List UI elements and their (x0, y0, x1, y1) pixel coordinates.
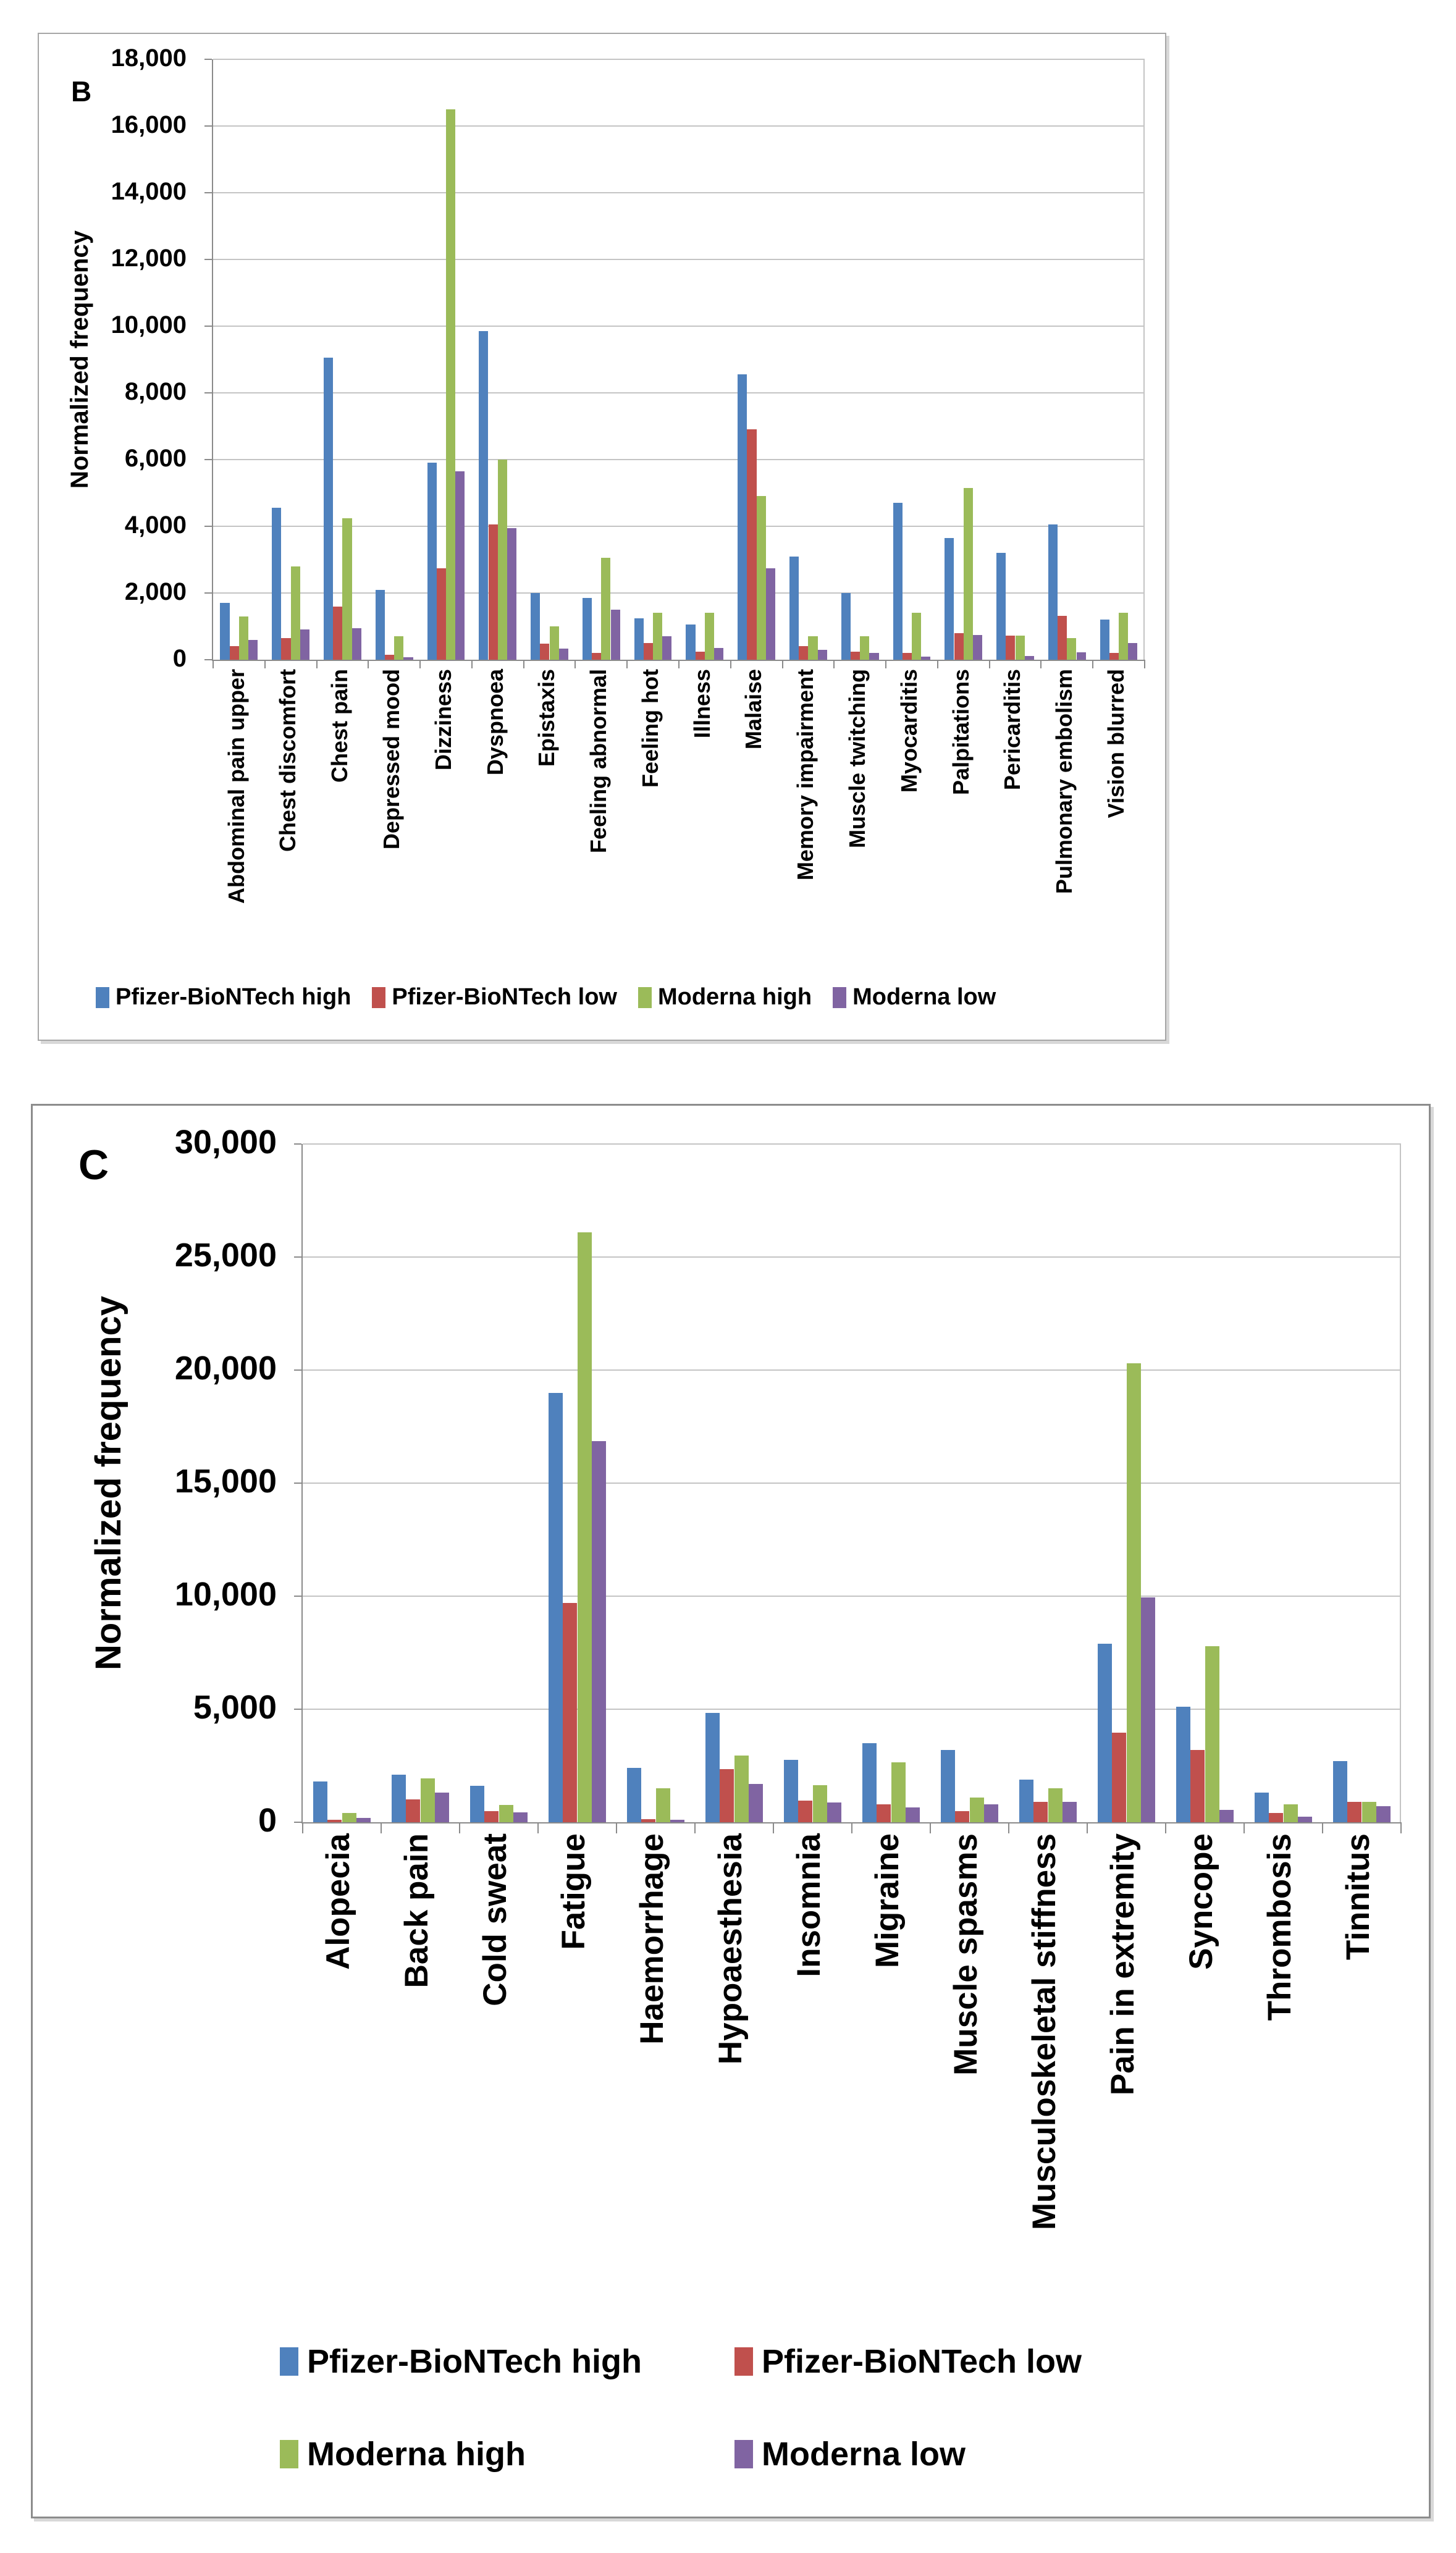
category-label: Pain in extremity (1104, 1833, 1141, 2096)
bar (435, 1793, 449, 1822)
bar (906, 1807, 920, 1822)
x-tick-mark (381, 1822, 382, 1833)
y-tick-label: 20,000 (174, 1350, 277, 1387)
bar (1019, 1780, 1033, 1823)
y-tick-label: 0 (258, 1802, 277, 1840)
figure-panel-b (38, 33, 1166, 1041)
bar (1205, 1646, 1219, 1823)
bar (1112, 1733, 1126, 1822)
x-tick-mark (1144, 660, 1145, 668)
bar (1176, 1707, 1190, 1822)
bar (489, 524, 498, 660)
bar (455, 471, 465, 660)
bar (499, 1805, 513, 1823)
x-tick-mark (316, 660, 318, 668)
gridline (213, 326, 1145, 327)
bar (394, 636, 403, 660)
x-tick-mark (1243, 1822, 1245, 1833)
y-tick-mark (204, 192, 212, 193)
legend-swatch (833, 987, 846, 1008)
x-tick-mark (1008, 1822, 1009, 1833)
gridline (303, 1143, 1401, 1145)
legend-item (280, 2342, 642, 2381)
bar (313, 1781, 327, 1822)
category-label: Malaise (741, 669, 767, 750)
bar (862, 1743, 877, 1822)
x-tick-mark (1165, 1822, 1166, 1833)
y-tick-mark (294, 1143, 301, 1145)
bar (1190, 1750, 1205, 1822)
bar (757, 496, 766, 660)
legend-label: Moderna high (307, 2436, 526, 2473)
bar (841, 593, 851, 660)
legend-item (96, 984, 351, 1011)
bar (484, 1811, 499, 1822)
bar (1033, 1802, 1048, 1822)
y-tick-label: 8,000 (124, 378, 187, 405)
legend-label: Pfizer-BioNTech low (392, 984, 617, 1010)
x-tick-mark (302, 1822, 303, 1833)
gridline (213, 459, 1145, 460)
bar (1127, 1363, 1141, 1822)
bar (1048, 1788, 1063, 1822)
panel-label-c: C (78, 1142, 109, 1188)
bar (239, 616, 248, 660)
x-tick-mark (885, 660, 886, 668)
bar (281, 638, 290, 660)
bar (912, 613, 921, 660)
category-label: Back pain (398, 1833, 435, 1988)
bar (611, 610, 620, 660)
legend-label: Moderna low (762, 2436, 966, 2473)
y-tick-mark (294, 1483, 301, 1484)
plot-area-b (213, 59, 1145, 660)
x-tick-mark (368, 660, 369, 668)
x-tick-mark (1092, 660, 1093, 668)
bar (644, 643, 653, 660)
plot-right-border (1143, 59, 1145, 660)
category-label: Cold sweat (476, 1833, 513, 2006)
gridline (213, 125, 1145, 127)
bar (1219, 1810, 1234, 1822)
x-tick-mark (213, 660, 214, 668)
y-tick-mark (204, 392, 212, 393)
gridline (303, 1483, 1401, 1484)
bar (427, 463, 437, 660)
legend-item (734, 2342, 1082, 2381)
legend-label: Moderna low (852, 984, 996, 1010)
legend-swatch (734, 2440, 753, 2468)
y-tick-label: 6,000 (124, 445, 187, 472)
legend-swatch (372, 987, 385, 1008)
legend-swatch (96, 987, 109, 1008)
x-tick-mark (773, 1822, 774, 1833)
y-tick-mark (204, 326, 212, 327)
gridline (213, 192, 1145, 193)
bar (893, 503, 903, 660)
bar (653, 613, 662, 660)
bar (955, 1811, 969, 1822)
bar (973, 635, 982, 660)
category-label: Pulmonary embolism (1051, 669, 1077, 894)
category-label: Illness (689, 669, 715, 739)
bar (670, 1820, 684, 1822)
bar (808, 636, 817, 660)
bar (559, 649, 568, 660)
category-label: Vision blurred (1103, 669, 1129, 818)
bar (230, 646, 239, 660)
y-tick-label: 10,000 (111, 311, 187, 339)
category-label: Musculoskeletal stiffness (1025, 1833, 1063, 2231)
bar (513, 1812, 528, 1822)
bar (860, 636, 869, 660)
figure-panel-c (31, 1104, 1431, 2518)
x-tick-mark (1087, 1822, 1088, 1833)
legend-swatch (280, 2347, 298, 2376)
bar (827, 1802, 841, 1822)
bar (1362, 1802, 1376, 1822)
bar (747, 429, 756, 660)
bar (342, 1813, 356, 1822)
bar (403, 657, 413, 660)
legend-swatch (280, 2440, 298, 2468)
category-label: Dizziness (430, 669, 456, 771)
x-tick-mark (989, 660, 990, 668)
gridline (303, 1369, 1401, 1371)
bar (392, 1775, 406, 1822)
bar (220, 603, 229, 660)
bar (984, 1804, 998, 1822)
bar (641, 1819, 655, 1823)
bar (1128, 643, 1137, 660)
x-tick-mark (471, 660, 473, 668)
x-tick-mark (264, 660, 266, 668)
bar (818, 650, 827, 660)
x-tick-mark (930, 1822, 931, 1833)
legend-swatch (638, 987, 652, 1008)
bar (1376, 1806, 1391, 1822)
bar (789, 557, 799, 660)
bar (1255, 1793, 1269, 1822)
bar (1109, 653, 1119, 660)
y-tick-label: 4,000 (124, 511, 187, 539)
bar (869, 653, 878, 660)
category-label: Fatigue (555, 1833, 592, 1950)
y-tick-label: 5,000 (193, 1689, 277, 1727)
bar (531, 593, 540, 660)
bar (1333, 1761, 1347, 1822)
y-tick-label: 30,000 (174, 1124, 277, 1161)
category-label: Abdominal pain upper (223, 669, 249, 904)
bar (1284, 1804, 1298, 1822)
gridline (213, 59, 1145, 60)
bar (421, 1778, 435, 1822)
category-label: Dyspnoea (482, 669, 508, 776)
legend-label: Moderna high (657, 984, 812, 1010)
bar (941, 1750, 955, 1822)
category-label: Memory impairment (793, 669, 818, 881)
category-label: Palpitations (948, 669, 974, 796)
category-label: Muscle spasms (947, 1833, 984, 2076)
y-tick-label: 14,000 (111, 178, 187, 205)
bar (720, 1769, 734, 1822)
category-label: Haemorrhage (633, 1833, 670, 2045)
bar (1347, 1802, 1361, 1822)
category-label: Hypoaesthesia (712, 1833, 749, 2065)
bar (540, 644, 549, 660)
bar (921, 657, 930, 660)
x-tick-mark (1040, 660, 1042, 668)
bar (851, 652, 860, 660)
y-tick-mark (204, 659, 212, 660)
gridline (303, 1596, 1401, 1597)
bar (714, 648, 723, 660)
legend-b (96, 984, 996, 1011)
bar (592, 1441, 606, 1822)
bar (662, 636, 671, 660)
x-tick-mark (574, 660, 576, 668)
x-tick-mark (678, 660, 680, 668)
y-tick-label: 2,000 (124, 578, 187, 605)
bar (877, 1804, 891, 1822)
category-label: Depressed mood (378, 669, 404, 850)
bar (592, 653, 601, 660)
bar (1077, 652, 1086, 660)
legend-label: Pfizer-BioNTech high (116, 984, 351, 1010)
bar (272, 508, 281, 660)
gridline (213, 392, 1145, 393)
bar (627, 1768, 641, 1822)
category-label: Pericarditis (999, 669, 1025, 791)
category-label: Myocarditis (896, 669, 922, 793)
bar (634, 618, 644, 660)
bar (1298, 1817, 1312, 1822)
y-axis-title-c: Normalized frequency (88, 1296, 128, 1670)
bar (333, 607, 342, 660)
category-label: Muscle twitching (844, 669, 870, 849)
bar (686, 625, 695, 660)
y-tick-mark (294, 1709, 301, 1710)
category-label: Thrombosis (1261, 1833, 1298, 2021)
category-label: Syncope (1182, 1833, 1219, 1970)
bar (385, 655, 394, 660)
bar (1269, 1813, 1283, 1822)
category-label: Migraine (869, 1833, 906, 1968)
bar (578, 1232, 592, 1822)
bar (970, 1798, 984, 1822)
y-axis-line (212, 59, 213, 660)
legend-item (280, 2435, 526, 2473)
bar (479, 331, 488, 660)
bar (342, 518, 351, 660)
bar (352, 628, 361, 660)
x-tick-mark (937, 660, 938, 668)
legend-swatch (734, 2347, 753, 2376)
y-tick-label: 10,000 (174, 1576, 277, 1613)
x-tick-mark (694, 1822, 696, 1833)
bar (766, 568, 775, 660)
bar (903, 653, 912, 660)
x-tick-mark (523, 660, 524, 668)
x-tick-mark (782, 660, 783, 668)
gridline (213, 259, 1145, 260)
y-axis-title-b: Normalized frequency (66, 230, 93, 489)
legend-label: Pfizer-BioNTech low (762, 2343, 1082, 2380)
bar (996, 553, 1006, 660)
panel-label-b: B (71, 75, 92, 107)
x-tick-mark (626, 660, 628, 668)
x-tick-mark (419, 660, 421, 668)
y-tick-mark (204, 59, 212, 60)
category-label: Epistaxis (534, 669, 560, 767)
bar (583, 598, 592, 660)
legend-item (638, 984, 812, 1011)
bar (891, 1762, 906, 1822)
category-label: Tinnitus (1339, 1833, 1376, 1961)
bar (446, 109, 455, 660)
y-tick-label: 25,000 (174, 1237, 277, 1274)
bar (749, 1784, 763, 1822)
bar (300, 629, 309, 660)
bar (705, 613, 714, 660)
category-label: Feeling abnormal (586, 669, 611, 854)
x-tick-mark (616, 1822, 617, 1833)
legend-item (734, 2435, 966, 2473)
bar (291, 566, 300, 660)
bar (437, 568, 446, 660)
y-tick-mark (294, 1256, 301, 1258)
bar (1067, 638, 1076, 660)
y-tick-mark (204, 459, 212, 460)
x-tick-mark (730, 660, 731, 668)
x-tick-mark (537, 1822, 539, 1833)
bar (813, 1785, 827, 1822)
legend-label: Pfizer-BioNTech high (307, 2343, 642, 2380)
y-tick-label: 16,000 (111, 111, 187, 138)
bar (1063, 1802, 1077, 1822)
category-label: Chest pain (327, 669, 353, 783)
plot-area-c (303, 1144, 1401, 1822)
y-tick-label: 18,000 (111, 44, 187, 72)
y-tick-mark (294, 1822, 301, 1823)
bar (324, 358, 333, 660)
bar (945, 538, 954, 660)
bar (784, 1760, 798, 1822)
bar (406, 1799, 420, 1822)
bar (248, 640, 258, 660)
y-tick-mark (294, 1596, 301, 1597)
bar (1016, 636, 1025, 660)
gridline (213, 526, 1145, 527)
bar (550, 626, 559, 660)
bar (356, 1818, 371, 1822)
bar (376, 590, 385, 660)
bar (738, 374, 747, 660)
y-tick-mark (204, 592, 212, 594)
y-tick-label: 12,000 (111, 245, 187, 272)
category-label: Feeling hot (637, 669, 663, 788)
bar (470, 1786, 484, 1822)
x-tick-mark (1400, 1822, 1402, 1833)
bar (1025, 656, 1034, 660)
category-label: Insomnia (790, 1833, 827, 1977)
bar (507, 528, 516, 660)
bar (696, 652, 705, 660)
x-tick-mark (459, 1822, 460, 1833)
bar (498, 460, 507, 660)
bar (964, 488, 973, 660)
bar (1058, 616, 1067, 660)
category-label: Alopecia (319, 1833, 356, 1970)
bar (1100, 620, 1109, 660)
bar (1141, 1597, 1155, 1822)
bar (1098, 1644, 1112, 1822)
legend-item (372, 984, 617, 1011)
legend-item (833, 984, 996, 1011)
y-tick-mark (204, 526, 212, 527)
bar (327, 1820, 342, 1822)
bar (1119, 613, 1128, 660)
gridline (303, 1709, 1401, 1710)
x-tick-mark (851, 1822, 852, 1833)
bar (799, 646, 808, 660)
y-tick-mark (294, 1369, 301, 1371)
bar (1006, 636, 1015, 660)
bar (954, 633, 964, 660)
bar (734, 1756, 749, 1822)
x-tick-mark (1322, 1822, 1323, 1833)
bar (563, 1603, 577, 1822)
bar (705, 1713, 720, 1823)
bar (549, 1393, 563, 1822)
gridline (303, 1256, 1401, 1258)
y-tick-label: 0 (172, 645, 187, 672)
y-tick-label: 15,000 (174, 1463, 277, 1500)
category-label: Chest discomfort (275, 669, 301, 852)
bar (1048, 524, 1058, 660)
bar (798, 1801, 812, 1822)
x-tick-mark (833, 660, 835, 668)
bar (601, 558, 610, 660)
y-tick-mark (204, 259, 212, 260)
y-tick-mark (204, 125, 212, 127)
bar (656, 1788, 670, 1822)
